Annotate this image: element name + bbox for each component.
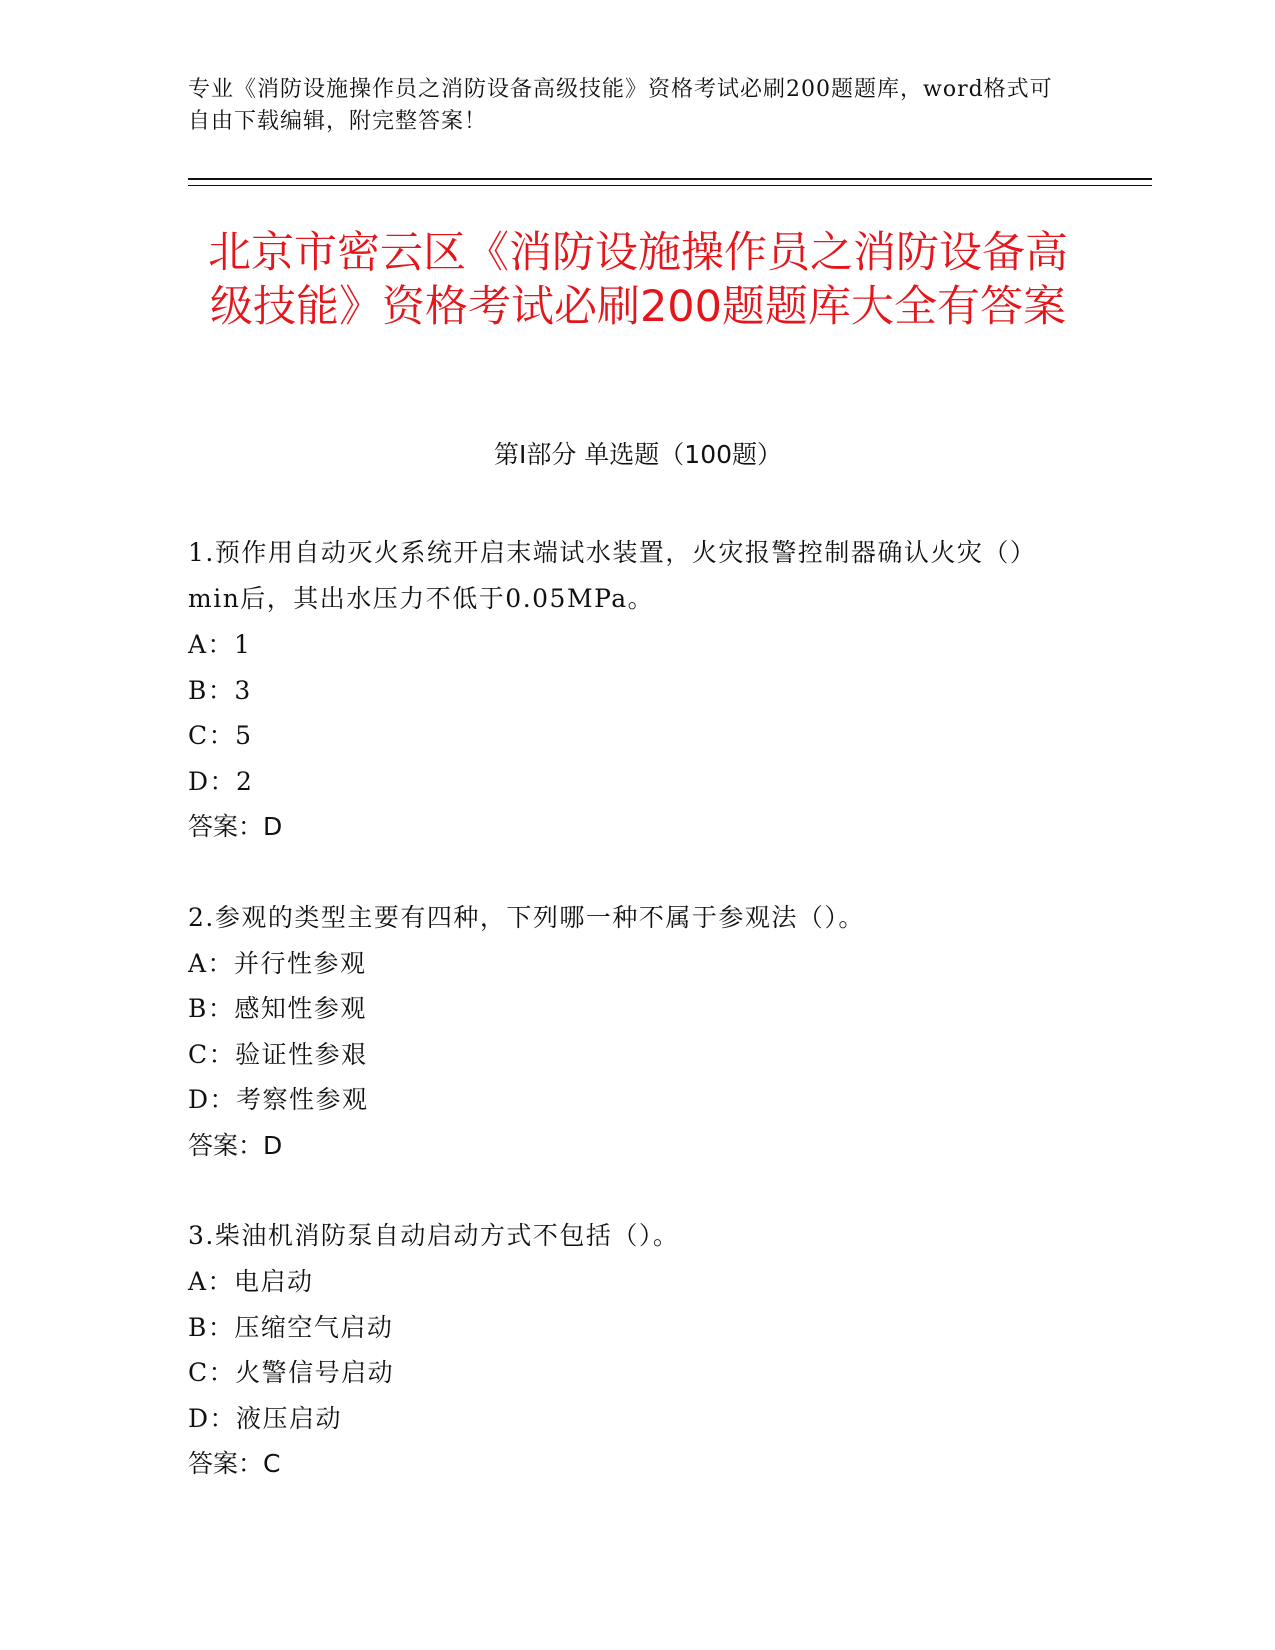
option-c: C：火警信号启动 xyxy=(188,1358,395,1387)
answer-line: 答案：C xyxy=(188,1449,281,1478)
answer-line: 答案：D xyxy=(188,812,283,841)
option-d: D：2 xyxy=(188,766,254,796)
option-a: A：电启动 xyxy=(188,1267,314,1296)
option-d: D：液压启动 xyxy=(188,1403,343,1433)
section-title: 第Ⅰ部分 单选题（100题） xyxy=(493,440,783,469)
answer-line: 答案：D xyxy=(188,1130,283,1160)
option-b: B：感知性参观 xyxy=(188,994,367,1023)
question-list xyxy=(188,530,1088,1487)
header-note: 专业《消防设施操作员之消防设备高级技能》资格考试必刷200题题库，word格式可自由下载编辑，附完整答案！ xyxy=(188,77,1053,134)
question-spacer xyxy=(188,850,1088,895)
question-2 xyxy=(188,895,1088,1169)
header-rule-thin xyxy=(188,185,1152,186)
question-stem: 2.参观的类型主要有四种，下列哪一种不属于参观法（）。 xyxy=(188,902,865,932)
header-rule-thick xyxy=(188,178,1152,180)
option-a: A：并行性参观 xyxy=(188,948,367,978)
question-stem: 3.柴油机消防泵自动启动方式不包括（）。 xyxy=(188,1221,680,1250)
option-d: D：考察性参观 xyxy=(188,1085,369,1114)
option-c: C：5 xyxy=(188,721,253,750)
document-title: 北京市密云区《消防设施操作员之消防设备高级技能》资格考试必刷200题题库大全有答案 xyxy=(208,228,1068,332)
question-1 xyxy=(188,530,1088,850)
question-stem: 1.预作用自动灭火系统开启末端试水装置，火灾报警控制器确认火灾（）min后，其出水压力不低于0.05MPa。 xyxy=(188,538,1037,613)
option-b: B：3 xyxy=(188,675,252,705)
option-a: A：1 xyxy=(188,630,252,659)
option-b: B：压缩空气启动 xyxy=(188,1312,394,1342)
question-3 xyxy=(188,1213,1088,1487)
option-c: C：验证性参艰 xyxy=(188,1039,368,1069)
question-spacer xyxy=(188,1168,1088,1213)
